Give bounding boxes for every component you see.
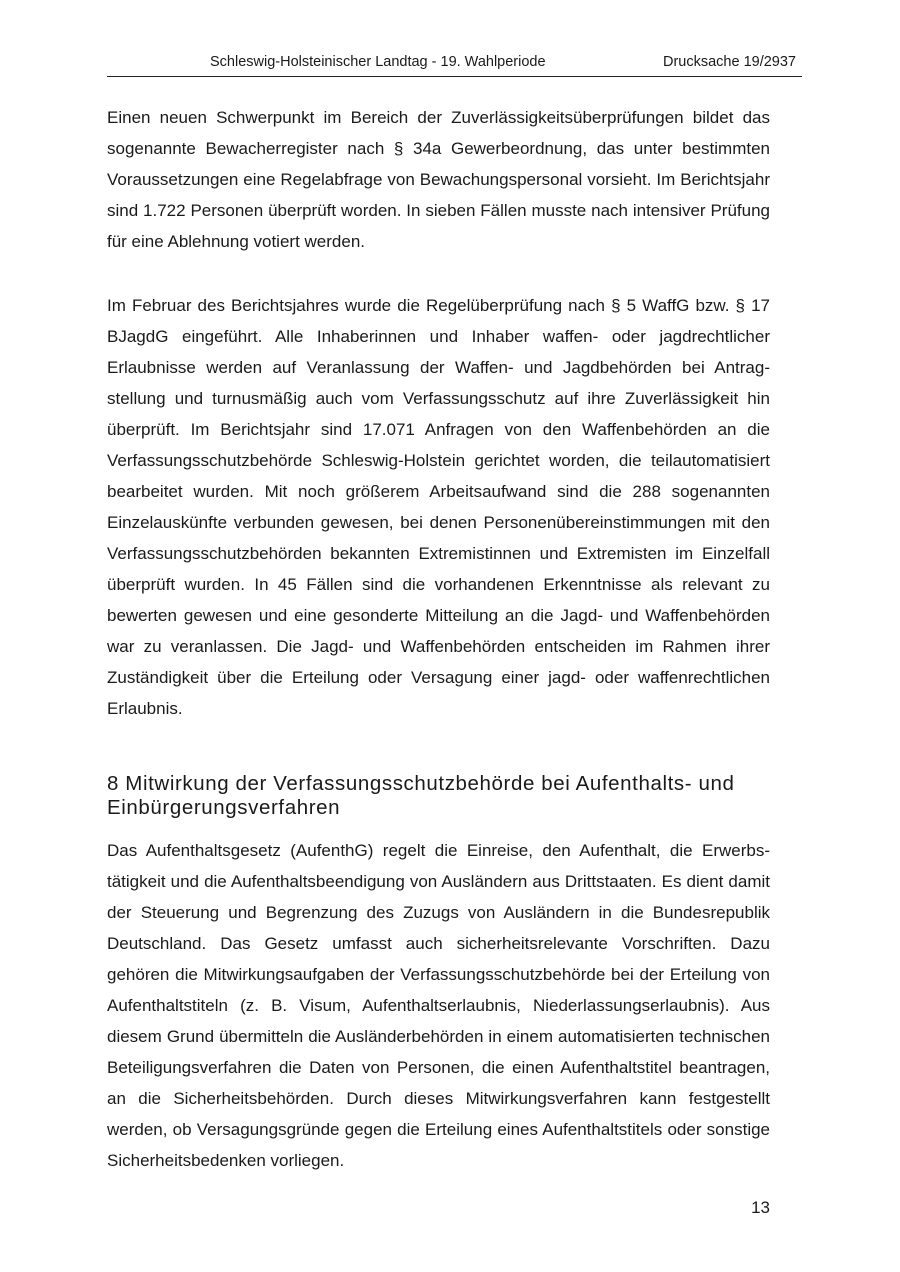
paragraph-aufenthaltsgesetz: Das Aufenthaltsgesetz (AufenthG) regelt die Einreise, den Aufenthalt, die Erwerbstätigkeit und die Aufenthaltsbeendigung von Ausländern aus Drittstaaten. Es dient damit der Steuerung und Begrenzung des Zuzugs von Ausländern in die Bundesrepublik Deutschland. Das Gesetz umfasst auch sicherheitsrelevante Vorschriften. Dazu gehören die Mitwirkungsaufgaben der Verfassungsschutzbehörde bei der Erteilung von Aufenthaltstiteln (z. B. Visum, Aufenthaltserlaubnis, Niederlassungserlaubnis). Aus diesem Grund übermitteln die Ausländerbehörden in einem automatisierten technischen Beteiligungsverfahren die Daten von Personen, die einen Aufenthaltstitel beantragen, an die Sicherheitsbehörden. Durch dieses Mitwirkungsverfahren kann festgestellt werden, ob Versagungsgründe gegen die Erteilung eines Aufenthaltstitels oder sonstige Sicherheitsbedenken vorliegen. bbox=[107, 841, 770, 1170]
page-number: 13 bbox=[751, 1198, 770, 1217]
header-title: Schleswig-Holsteinischer Landtag - 19. Wahlperiode bbox=[210, 54, 546, 70]
header-document-reference: Drucksache 19/2937 bbox=[663, 54, 796, 70]
page-header bbox=[107, 52, 802, 77]
section-heading: 8 Mitwirkung der Verfassungsschutzbehörde bei Aufenthalts- und Einbürgerungsverfahren bbox=[107, 772, 735, 819]
paragraph-regelueberpruefung: Im Februar des Berichtsjahres wurde die Regelüberprüfung nach § 5 WaffG bzw. § 17 BJagdG eingeführt. Alle Inhaberinnen und Inhaber waffen- oder jagdrechtlicher Erlaubnisse werden auf Veranlassung der Waffen- und Jagdbehörden bei Antragstellung und turnusmäßig auch vom Verfassungsschutz auf ihre Zuverlässigkeit hin überprüft. Im Berichtsjahr sind 17.071 Anfragen von den Waffenbehörden an die Verfassungsschutzbehörde Schleswig-Holstein gerichtet worden, die teilautomatisiert bearbeitet wurden. Mit noch größerem Arbeitsaufwand sind die 288 sogenannten Einzelauskünfte verbunden gewesen, bei denen Personenübereinstimmungen mit den Verfassungsschutzbehörden bekannten Extremistinnen und Extremisten im Einzelfall überprüft wurden. In 45 Fällen sind die vorhandenen Erkenntnisse als relevant zu bewerten gewesen und eine gesonderte Mitteilung an die Jagd- und Waffenbehörden war zu veranlassen. Die Jagd- und Waffenbehörden entscheiden im Rahmen ihrer Zuständigkeit über die Erteilung oder Versagung einer jagd- oder waffenrechtlichen Erlaubnis. bbox=[107, 296, 770, 718]
paragraph-bewacherregister: Einen neuen Schwerpunkt im Bereich der Zuverlässigkeitsüberprüfungen bildet das sogenannte Bewacherregister nach § 34a Gewerbeordnung, das unter bestimmten Voraussetzungen eine Regelabfrage von Bewachungspersonal vorsieht. Im Berichtsjahr sind 1.722 Personen überprüft worden. In sieben Fällen musste nach intensiver Prüfung für eine Ablehnung votiert werden. bbox=[107, 108, 770, 251]
